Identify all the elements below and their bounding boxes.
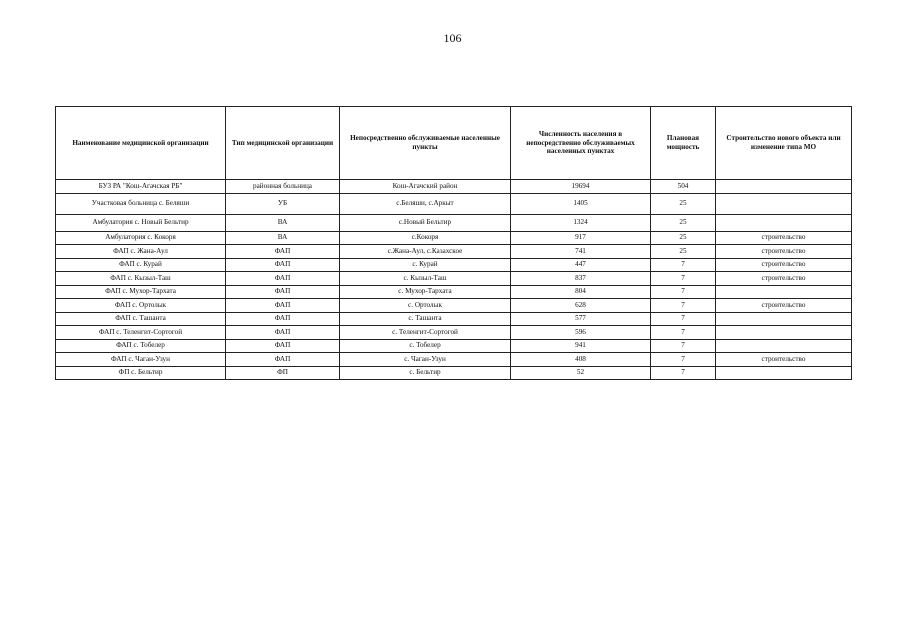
cell-settlements: с. Тобелер xyxy=(340,339,511,353)
cell-settlements: с.Кокоря xyxy=(340,231,511,245)
cell-org-type: ФАП xyxy=(226,353,340,367)
table-header-row xyxy=(56,107,852,180)
header-population: Численность населения в непосредственно обслуживаемых населенных пунктах xyxy=(511,107,651,180)
cell-settlements: Кош-Агачский район xyxy=(340,180,511,194)
cell-settlements: с. Мухор-Тархата xyxy=(340,285,511,299)
cell-population: 1324 xyxy=(511,214,651,231)
cell-org-type: ФАП xyxy=(226,285,340,299)
cell-org-name: Участковая больница с. Беляши xyxy=(56,193,226,214)
cell-org-type: ФАП xyxy=(226,312,340,326)
header-org-name: Наименование медицинской организации xyxy=(56,107,226,180)
header-org-type: Тип медицинской организации xyxy=(226,107,340,180)
cell-capacity: 25 xyxy=(651,231,716,245)
cell-org-type: ФАП xyxy=(226,326,340,340)
cell-settlements: с. Теленгит-Сортогой xyxy=(340,326,511,340)
cell-org-name: Амбулатория с. Новый Бельтир xyxy=(56,214,226,231)
cell-org-name: БУЗ РА "Кош-Агачская РБ" xyxy=(56,180,226,194)
table-row xyxy=(56,353,852,367)
cell-construction xyxy=(716,366,852,380)
cell-capacity: 7 xyxy=(651,312,716,326)
cell-construction xyxy=(716,312,852,326)
cell-population: 941 xyxy=(511,339,651,353)
cell-org-type: ФАП xyxy=(226,245,340,259)
cell-org-type: ФАП xyxy=(226,339,340,353)
cell-population: 837 xyxy=(511,272,651,286)
table-row xyxy=(56,285,852,299)
cell-org-name: Амбулатория с. Кокоря xyxy=(56,231,226,245)
cell-settlements: с. Бельтир xyxy=(340,366,511,380)
cell-settlements: с.Новый Бельтир xyxy=(340,214,511,231)
table-row xyxy=(56,180,852,194)
cell-capacity: 25 xyxy=(651,193,716,214)
cell-capacity: 7 xyxy=(651,339,716,353)
cell-capacity: 504 xyxy=(651,180,716,194)
cell-settlements: с. Ташанта xyxy=(340,312,511,326)
table-row xyxy=(56,214,852,231)
cell-construction: строительство xyxy=(716,299,852,313)
cell-org-name: ФАП с. Теленгит-Сортогой xyxy=(56,326,226,340)
cell-org-name: ФАП с. Жана-Аул xyxy=(56,245,226,259)
cell-settlements: с. Курай xyxy=(340,258,511,272)
cell-construction: строительство xyxy=(716,272,852,286)
cell-org-type: ФАП xyxy=(226,299,340,313)
cell-construction xyxy=(716,180,852,194)
table-row xyxy=(56,312,852,326)
table-row xyxy=(56,299,852,313)
cell-population: 19694 xyxy=(511,180,651,194)
cell-org-type: районная больница xyxy=(226,180,340,194)
cell-construction: строительство xyxy=(716,231,852,245)
cell-population: 917 xyxy=(511,231,651,245)
cell-capacity: 25 xyxy=(651,245,716,259)
cell-capacity: 7 xyxy=(651,285,716,299)
cell-org-name: ФАП с. Мухор-Тархата xyxy=(56,285,226,299)
table-row xyxy=(56,339,852,353)
cell-population: 1405 xyxy=(511,193,651,214)
cell-org-name: ФАП с. Ташанта xyxy=(56,312,226,326)
header-construction: Строительство нового объекта или изменение типа МО xyxy=(716,107,852,180)
page-number: 106 xyxy=(443,31,462,45)
cell-settlements: с.Жана-Аул, с.Казахское xyxy=(340,245,511,259)
medical-organizations-table xyxy=(55,106,852,380)
cell-org-name: ФАП с. Тобелер xyxy=(56,339,226,353)
cell-settlements: с. Чаган-Узун xyxy=(340,353,511,367)
cell-population: 577 xyxy=(511,312,651,326)
cell-population: 596 xyxy=(511,326,651,340)
cell-population: 804 xyxy=(511,285,651,299)
table-row xyxy=(56,258,852,272)
cell-org-name: ФАП с. Курай xyxy=(56,258,226,272)
cell-population: 741 xyxy=(511,245,651,259)
cell-construction xyxy=(716,326,852,340)
cell-construction: строительство xyxy=(716,353,852,367)
table-row xyxy=(56,272,852,286)
cell-settlements: с.Беляши, с.Аркыт xyxy=(340,193,511,214)
cell-capacity: 7 xyxy=(651,258,716,272)
cell-org-name: ФАП с. Ортолык xyxy=(56,299,226,313)
cell-org-type: УБ xyxy=(226,193,340,214)
header-served-settlements: Непосредственно обслуживаемые населенные пункты xyxy=(340,107,511,180)
cell-capacity: 7 xyxy=(651,272,716,286)
table-row xyxy=(56,245,852,259)
cell-construction xyxy=(716,214,852,231)
cell-population: 628 xyxy=(511,299,651,313)
cell-org-type: ФП xyxy=(226,366,340,380)
table-row xyxy=(56,366,852,380)
cell-org-name: ФАП с. Кызыл-Таш xyxy=(56,272,226,286)
table-row xyxy=(56,193,852,214)
cell-org-type: ВА xyxy=(226,231,340,245)
cell-construction: строительство xyxy=(716,245,852,259)
cell-capacity: 7 xyxy=(651,299,716,313)
table-row xyxy=(56,231,852,245)
cell-org-type: ФАП xyxy=(226,272,340,286)
cell-construction xyxy=(716,285,852,299)
header-planned-capacity: Плановая мощность xyxy=(651,107,716,180)
table-row xyxy=(56,326,852,340)
cell-capacity: 7 xyxy=(651,353,716,367)
cell-construction: строительство xyxy=(716,258,852,272)
cell-org-type: ВА xyxy=(226,214,340,231)
cell-settlements: с. Ортолык xyxy=(340,299,511,313)
cell-org-name: ФАП с. Чаган-Узун xyxy=(56,353,226,367)
cell-capacity: 7 xyxy=(651,326,716,340)
cell-settlements: с. Кызыл-Таш xyxy=(340,272,511,286)
cell-population: 447 xyxy=(511,258,651,272)
cell-org-type: ФАП xyxy=(226,258,340,272)
cell-population: 408 xyxy=(511,353,651,367)
cell-construction xyxy=(716,193,852,214)
cell-org-name: ФП с. Бельтир xyxy=(56,366,226,380)
cell-population: 52 xyxy=(511,366,651,380)
cell-capacity: 7 xyxy=(651,366,716,380)
cell-capacity: 25 xyxy=(651,214,716,231)
cell-construction xyxy=(716,339,852,353)
